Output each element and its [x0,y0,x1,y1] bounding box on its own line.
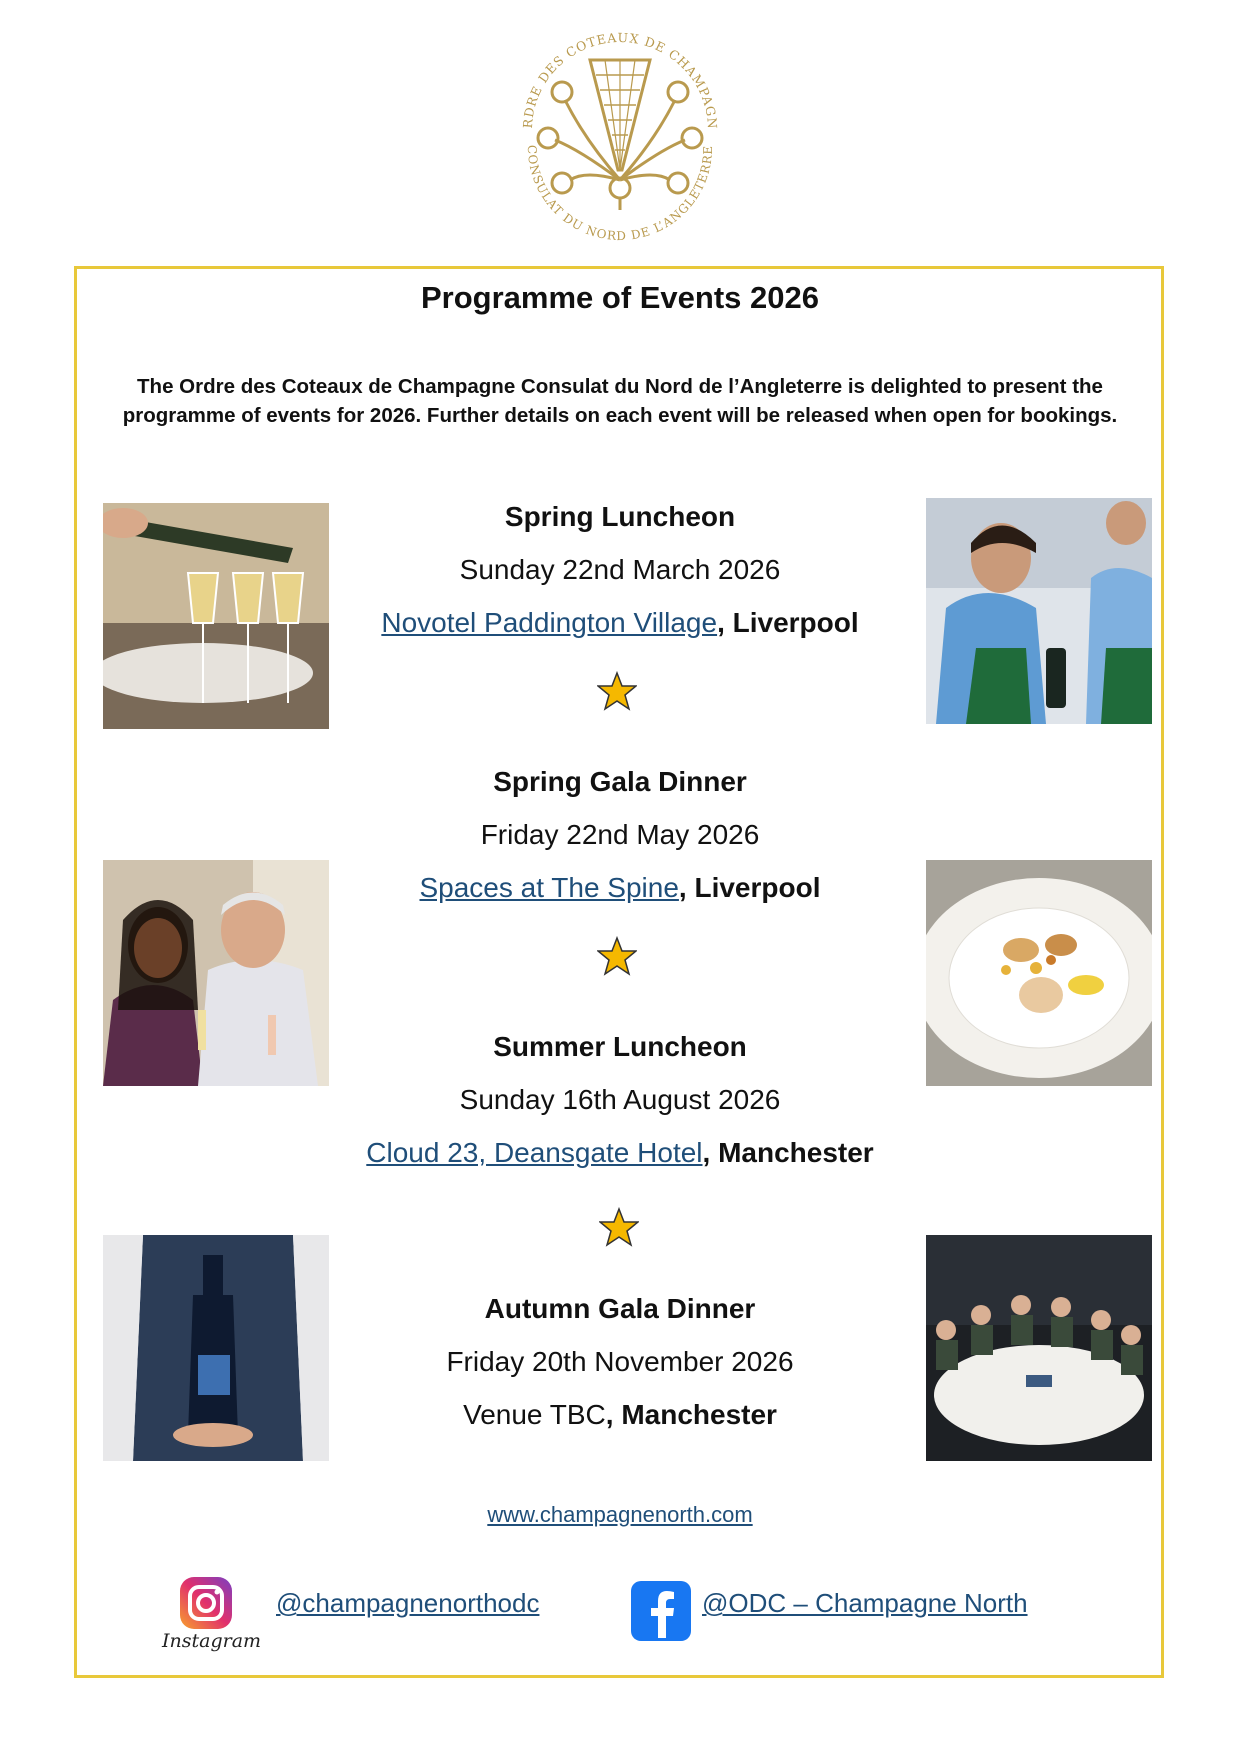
event-city: , Manchester [702,1137,874,1168]
star-icon [599,1207,639,1247]
venue-link-spine[interactable]: Spaces at The Spine [419,872,679,903]
event-autumn-gala-dinner [300,1282,940,1441]
event-name: Spring Gala Dinner [493,766,747,797]
venue-text: Venue TBC [463,1399,606,1430]
event-location [300,596,940,649]
page-title: Programme of Events 2026 [420,280,819,315]
event-city: , Manchester [605,1399,777,1430]
facebook-icon[interactable] [630,1580,692,1642]
photo-gala-table [926,1235,1152,1461]
event-city: , Liverpool [678,872,821,903]
star-icon [597,671,637,711]
event-location [300,1126,940,1179]
website-link[interactable]: www.champagnenorth.com [487,1502,753,1527]
event-location [300,861,940,914]
photo-champagne-bottle [103,1235,329,1461]
event-location [300,1388,940,1441]
instagram-wordmark: Instagram [162,1630,262,1652]
logo-text-bottom: CONSULAT DU NORD DE L’ANGLETERRE [524,144,716,244]
event-date: Friday 20th November 2026 [446,1346,794,1377]
photo-guests-toasting [103,860,329,1086]
instagram-handle-link[interactable]: @champagnenorthodc [276,1588,540,1618]
event-city: , Liverpool [717,607,859,638]
photo-champagne-glasses [103,503,329,729]
event-spring-gala-dinner [300,755,940,914]
event-date: Sunday 22nd March 2026 [459,554,781,585]
photo-scallop-dish [926,860,1152,1086]
intro-paragraph: The Ordre des Coteaux de Champagne Consulat du Nord de l’Angleterre is delighted to present the programme of events for 2026. Further details on each event will be released when open for bookings. [122,375,1118,427]
event-name: Autumn Gala Dinner [484,1293,756,1324]
event-date: Sunday 16th August 2026 [459,1084,781,1115]
odc-logo [510,30,730,255]
venue-link-novotel[interactable]: Novotel Paddington Village [381,607,718,638]
event-spring-luncheon [300,490,940,649]
event-summer-luncheon [300,1020,940,1179]
facebook-handle-link[interactable]: @ODC – Champagne North [702,1588,1028,1618]
venue-link-cloud23[interactable]: Cloud 23, Deansgate Hotel [366,1137,703,1168]
event-name: Spring Luncheon [504,501,736,532]
photo-server-pouring [926,498,1152,724]
star-icon [597,936,637,976]
instagram-icon[interactable] [178,1575,234,1631]
logo-text-top: RDRE DES COTEAUX DE CHAMPAGN [519,30,721,130]
event-date: Friday 22nd May 2026 [480,819,760,850]
event-name: Summer Luncheon [493,1031,747,1062]
